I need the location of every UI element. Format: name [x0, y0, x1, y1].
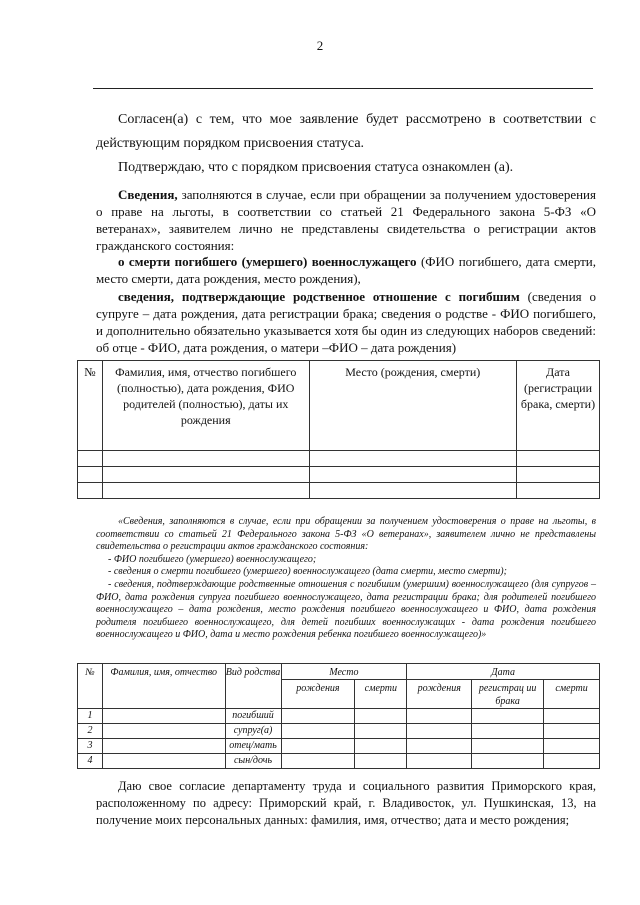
italic-info-block [96, 516, 596, 642]
row-kinship: сын/дочь [225, 754, 281, 769]
table-cell[interactable] [544, 739, 600, 754]
italic-item: - сведения о смерти погибшего (умершего) военнослужащего (дата смерти, место смерти); [108, 566, 507, 578]
table-cell[interactable] [355, 724, 407, 739]
table-row [78, 754, 600, 769]
table2-header-place: Место [281, 664, 407, 680]
row-number: 3 [78, 739, 103, 754]
table-row [78, 709, 600, 724]
table-cell[interactable] [544, 709, 600, 724]
table1-header-fio: Фамилия, имя, отчество погибшего (полностью), дата рождения, ФИО родителей (полностью), даты их рождения [102, 361, 309, 451]
table-cell[interactable] [102, 483, 309, 499]
row-kinship: супруг(а) [225, 724, 281, 739]
table-cell[interactable] [544, 754, 600, 769]
table-row [78, 467, 600, 483]
row-kinship: отец/мать [225, 739, 281, 754]
table2-header-num: № [78, 664, 103, 709]
consent-paragraph: Даю свое согласие департаменту труда и социального развития Приморского края, расположенному по адресу: Приморский край, г. Владивосток, ул. Пушкинская, 13, на получение моих персональных данных: фамилия, имя, отчество; дата и место рождения; [96, 779, 596, 827]
info-text: заполняются в случае, если при обращении за получением удостоверения о праве на льготы, в соответствии со статьей 21 Федерального закона 5-ФЗ «О ветеранах», заявителем лично не представлены свидетельства о регистрации актов гражданского состояния: [96, 187, 596, 253]
table1-header-date: Дата (регистрации брака, смерти) [517, 361, 600, 451]
info-paragraph [96, 186, 596, 254]
table-cell[interactable] [281, 709, 355, 724]
table-cell[interactable] [309, 467, 517, 483]
death-info-heading: о смерти погибшего (умершего) военнослужащего [118, 254, 417, 269]
table-cell[interactable] [355, 739, 407, 754]
table-cell[interactable] [544, 724, 600, 739]
table-cell[interactable] [407, 739, 472, 754]
info-heading: Сведения, [118, 187, 178, 202]
table2-header-place-death: смерти [355, 680, 407, 709]
table-cell[interactable] [472, 739, 544, 754]
relatives-table [77, 663, 600, 769]
table-cell[interactable] [472, 754, 544, 769]
table1-header-num: № [78, 361, 103, 451]
row-kinship: погибший [225, 709, 281, 724]
table-cell[interactable] [355, 709, 407, 724]
table2-header-fio: Фамилия, имя, отчество [102, 664, 225, 709]
italic-item: - ФИО погибшего (умершего) военнослужащего; [108, 553, 317, 565]
table-cell[interactable] [472, 724, 544, 739]
table-row [78, 739, 600, 754]
table-row [78, 451, 600, 467]
table-cell[interactable] [407, 724, 472, 739]
death-info-paragraph [96, 253, 596, 287]
kinship-text: (сведения о супруге – дата рождения, дата регистрации брака; сведения о родстве - ФИО погибшего, и дополнительно обязательно указывается хотя бы один из следующих наборов сведений: об отце - ФИО, дата рождения, о матери –ФИО – дата рождения) [96, 289, 596, 355]
table2-header-kinship: Вид родства [225, 664, 281, 709]
table-row [78, 483, 600, 499]
death-info-text: (ФИО погибшего, дата смерти, место смерти, дата рождения, место рождения), [96, 254, 597, 286]
table-cell[interactable] [472, 709, 544, 724]
header-rule [93, 88, 593, 89]
table2-header-date-marriage: регистрац ии брака [472, 680, 544, 709]
table-cell[interactable] [407, 709, 472, 724]
deceased-info-table [77, 360, 600, 499]
table-cell[interactable] [78, 467, 103, 483]
table-cell[interactable] [517, 483, 600, 499]
table-cell[interactable] [281, 754, 355, 769]
table-cell[interactable] [102, 451, 309, 467]
table1-header-place: Место (рождения, смерти) [309, 361, 517, 451]
kinship-heading: сведения, подтверждающие родственное отношение с погибшим [118, 289, 520, 304]
table-cell[interactable] [281, 724, 355, 739]
table2-header-date-death: смерти [544, 680, 600, 709]
table-cell[interactable] [102, 709, 225, 724]
table2-header-date: Дата [407, 664, 600, 680]
row-number: 1 [78, 709, 103, 724]
table-cell[interactable] [517, 451, 600, 467]
table-cell[interactable] [78, 451, 103, 467]
row-number: 2 [78, 724, 103, 739]
agreement-paragraph: Согласен(а) с тем, что мое заявление будет рассмотрено в соответствии с действующим порядком присвоения статуса. [96, 112, 596, 151]
table2-header-place-birth: рождения [281, 680, 355, 709]
table-row [78, 724, 600, 739]
table-cell[interactable] [355, 754, 407, 769]
page-number: 2 [316, 38, 324, 53]
table-cell[interactable] [102, 754, 225, 769]
table-cell[interactable] [78, 483, 103, 499]
table-cell[interactable] [102, 739, 225, 754]
table-cell[interactable] [102, 724, 225, 739]
table-cell[interactable] [102, 467, 309, 483]
table-cell[interactable] [309, 451, 517, 467]
table-cell[interactable] [309, 483, 517, 499]
table2-header-date-birth: рождения [407, 680, 472, 709]
table-cell[interactable] [407, 754, 472, 769]
table-cell[interactable] [281, 739, 355, 754]
italic-intro: «Сведения, заполняются в случае, если при обращении за получением удостоверения о праве на льготы, в соответствии со статьей 21 Федерального закона 5-ФЗ «О ветеранах», заявителем лично не представлены свидетельства о регистрации актов гражданского состояния: [96, 516, 596, 553]
table-cell[interactable] [517, 467, 600, 483]
kinship-paragraph [96, 288, 596, 356]
row-number: 4 [78, 754, 103, 769]
confirmation-paragraph: Подтверждаю, что с порядком присвоения статуса ознакомлен (а). [118, 160, 514, 175]
italic-item: - сведения, подтверждающие родственные отношения с погибшим (умершим) военнослужащего (для супругов – ФИО, дата рождения супруга погибшего военнослужащего, дата регистрации брака; для родителей погибшего военнослужащего – дата рождения, место рождения погибшего военнослужащего и ФИО, дата рождения родителя погибшего военнослужащего, для детей погибших военнослужащих - дата рождения погибшего военнослужащего и ФИО, дата и место рождения ребенка погибшего военнослужащего)» [96, 578, 596, 641]
